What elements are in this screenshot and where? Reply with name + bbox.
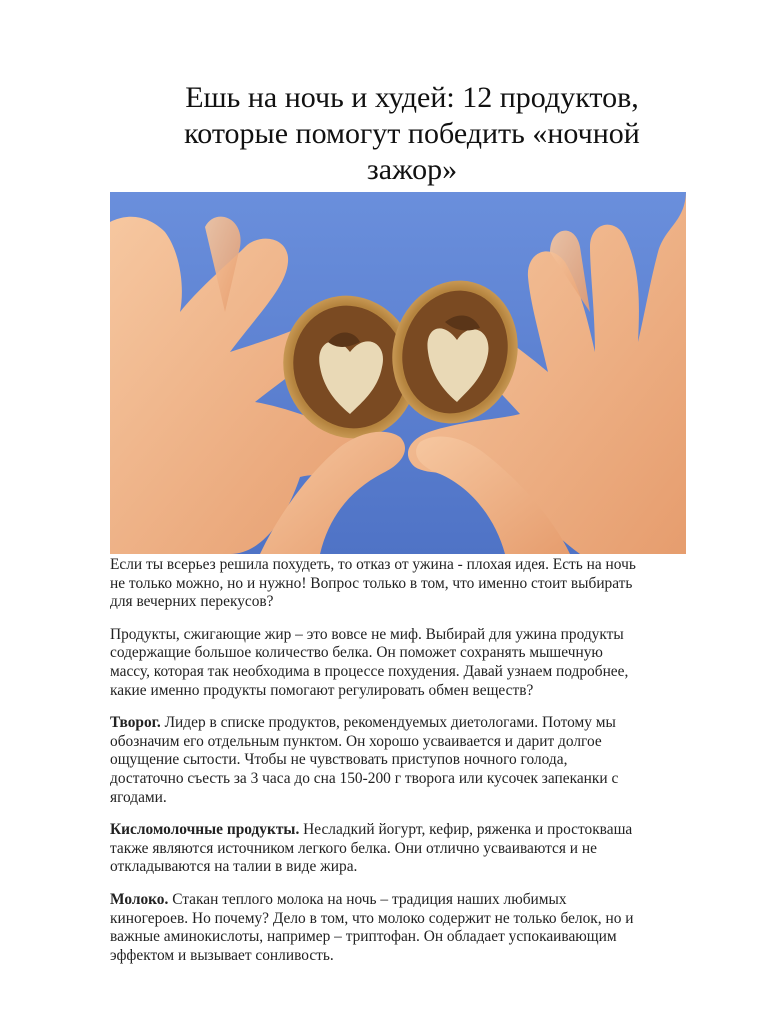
text-line: [110, 714, 710, 733]
text-line: [110, 891, 710, 910]
paragraph-lead: Молоко.: [110, 890, 169, 908]
text-run: Стакан теплого молока на ночь – традиция наших любимых: [168, 890, 567, 908]
paragraph-lead: Кисломолочные продукты.: [110, 821, 300, 839]
text-line: эффектом и вызывает сонливость.: [110, 946, 334, 964]
text-line: важные аминокислоты, например – триптофан. Он обладает успокаивающим: [110, 928, 617, 946]
text-line: достаточно съесть за 3 часа до сна 150-200 г творога или кусочек запеканки с: [110, 769, 619, 787]
article-body: [110, 556, 710, 979]
paragraph-lead: Творог.: [110, 714, 161, 732]
text-line: [110, 821, 710, 840]
text-line: киногероев. Но почему? Дело в том, что молоко содержит не только белок, но и: [110, 909, 634, 927]
text-line: Продукты, сжигающие жир – это вовсе не миф. Выбирай для ужина продукты: [110, 625, 624, 643]
title-line: Ешь на ночь и худей: 12 продуктов,: [185, 81, 639, 114]
text-line: массу, которая так необходима в процессе похудения. Давай узнаем подробнее,: [110, 662, 629, 680]
paragraph: [110, 626, 710, 700]
text-line: откладываются на талии в виде жира.: [110, 858, 358, 876]
text-line: также являются источником легкого белка. Они отлично усваиваются и не: [110, 839, 597, 857]
paragraph-kislomolochnye: [110, 821, 710, 877]
text-run: Лидер в списке продуктов, рекомендуемых диетологами. Потому мы: [160, 714, 616, 732]
title-line: зажор»: [366, 153, 458, 186]
paragraph-moloko: [110, 891, 710, 965]
text-line: какие именно продукты помогают регулировать обмен веществ?: [110, 681, 534, 699]
text-line: для вечерних перекусов?: [110, 593, 274, 611]
text-line: Если ты всерьез решила похудеть, то отказ от ужина - плохая идея. Есть на ночь: [110, 556, 636, 573]
text-line: ощущение сытости. Чтобы не чувствовать приступов ночного голода,: [110, 751, 568, 769]
text-line: содержащие большое количество белка. Он поможет сохранять мышечную: [110, 644, 603, 662]
title-line: которые помогут победить «ночной: [184, 117, 640, 150]
text-line: обозначим его отдельным пунктом. Он хорошо усваивается и дарит долгое: [110, 732, 602, 750]
article-title: [110, 80, 714, 188]
paragraph-tvorog: [110, 714, 710, 807]
paragraph: [110, 556, 710, 612]
text-line: не только можно, но и нужно! Вопрос только в том, что именно стоит выбирать: [110, 574, 633, 592]
text-run: Несладкий йогурт, кефир, ряженка и простокваша: [299, 821, 633, 839]
walnut-hearts-photo: [110, 192, 686, 554]
text-line: ягодами.: [110, 788, 167, 806]
